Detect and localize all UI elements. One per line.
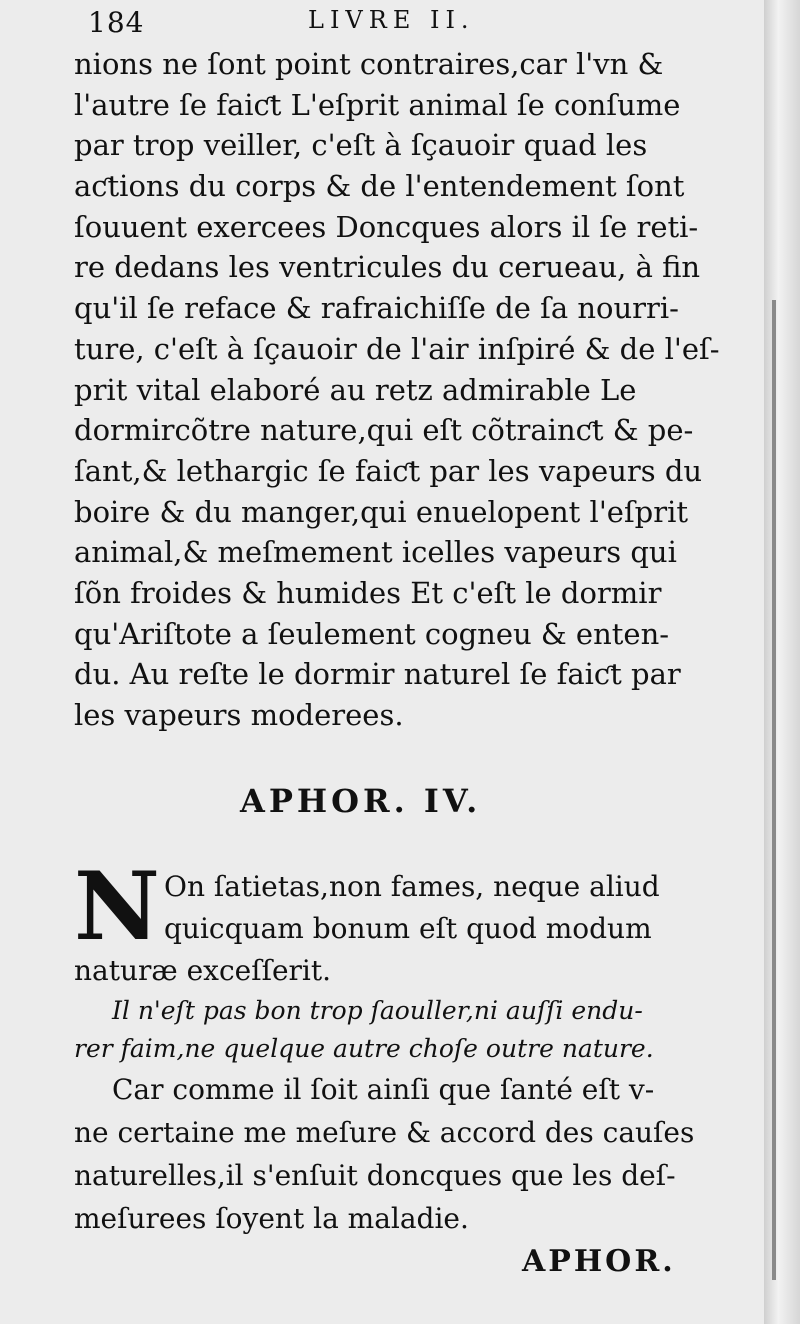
text-line: les vapeurs moderees. (74, 698, 404, 732)
page-edge (764, 0, 800, 1324)
text-line: qu'Ariſtote a ſeulement cogneu & enten- (74, 616, 670, 651)
text-line: prit vital elaboré au retz admirable Le (74, 372, 637, 407)
text-line: re dedans les ventricules du cerueau, à fin (74, 250, 701, 285)
text-line: animal,& meſmement icelles vapeurs qui (74, 535, 677, 570)
text-line: ſouuent exercees Doncques alors il ſe reti- (74, 209, 699, 244)
text-line: du. Au reſte le dormir naturel ſe faiƈt par (74, 657, 681, 692)
binding-shadow (772, 300, 776, 1280)
running-head: LIVRE II. (308, 6, 475, 34)
translation-line: rer faim,ne quelque autre choſe outre nature. (74, 1034, 654, 1063)
text-line: boire & du manger,qui enuelopent l'eſprit (74, 494, 689, 529)
aphorism-line: naturæ exceſſerit. (74, 954, 332, 987)
text-line: dormircõtre nature,qui eſt cõtrainƈt & pe- (74, 413, 694, 448)
aphorism-translation (74, 992, 734, 1068)
commentary-text (74, 1068, 734, 1240)
commentary-line: naturelles,il s'enſuit doncques que les deſ- (74, 1159, 676, 1192)
text-line: ſõn froides & humides Et c'eſt le dormir (74, 575, 662, 610)
page-header (88, 6, 730, 40)
text-line: par trop veiller, c'eſt à ſçauoir quad les (74, 128, 648, 163)
translation-line: Il n'eſt pas bon trop ſaouller,ni auſſi endu- (112, 996, 643, 1025)
text-line: ture, c'eſt à ſçauoir de l'air inſpiré & de l'eſ- (74, 331, 720, 366)
body-text (74, 44, 730, 736)
text-line: qu'il ſe reface & rafraichiſſe de ſa nourri- (74, 291, 679, 326)
text-line: aƈtions du corps & de l'entendement ſont (74, 169, 685, 204)
commentary-line: ne certaine me meſure & accord des cauſes (74, 1116, 695, 1149)
text-line: ſant,& lethargic ſe faiƈt par les vapeurs du (74, 453, 703, 488)
section-heading: APHOR. IV. (240, 782, 482, 820)
drop-capital: N (74, 852, 160, 962)
commentary-line: meſurees ſoyent la maladie. (74, 1202, 469, 1235)
aphorism-line: On ſatietas,non fames, neque aliud (164, 870, 660, 903)
aphorism-line: quicquam bonum eſt quod modum (164, 912, 652, 945)
text-line: nions ne ſont point contraires,car l'vn & (74, 47, 664, 81)
catchword: APHOR. (522, 1244, 676, 1279)
text-line: l'autre ſe faiƈt L'eſprit animal ſe conſume (74, 87, 681, 122)
folio-number: 184 (88, 6, 145, 39)
commentary-line: Car comme il ſoit ainſi que ſanté eſt v- (112, 1073, 655, 1106)
